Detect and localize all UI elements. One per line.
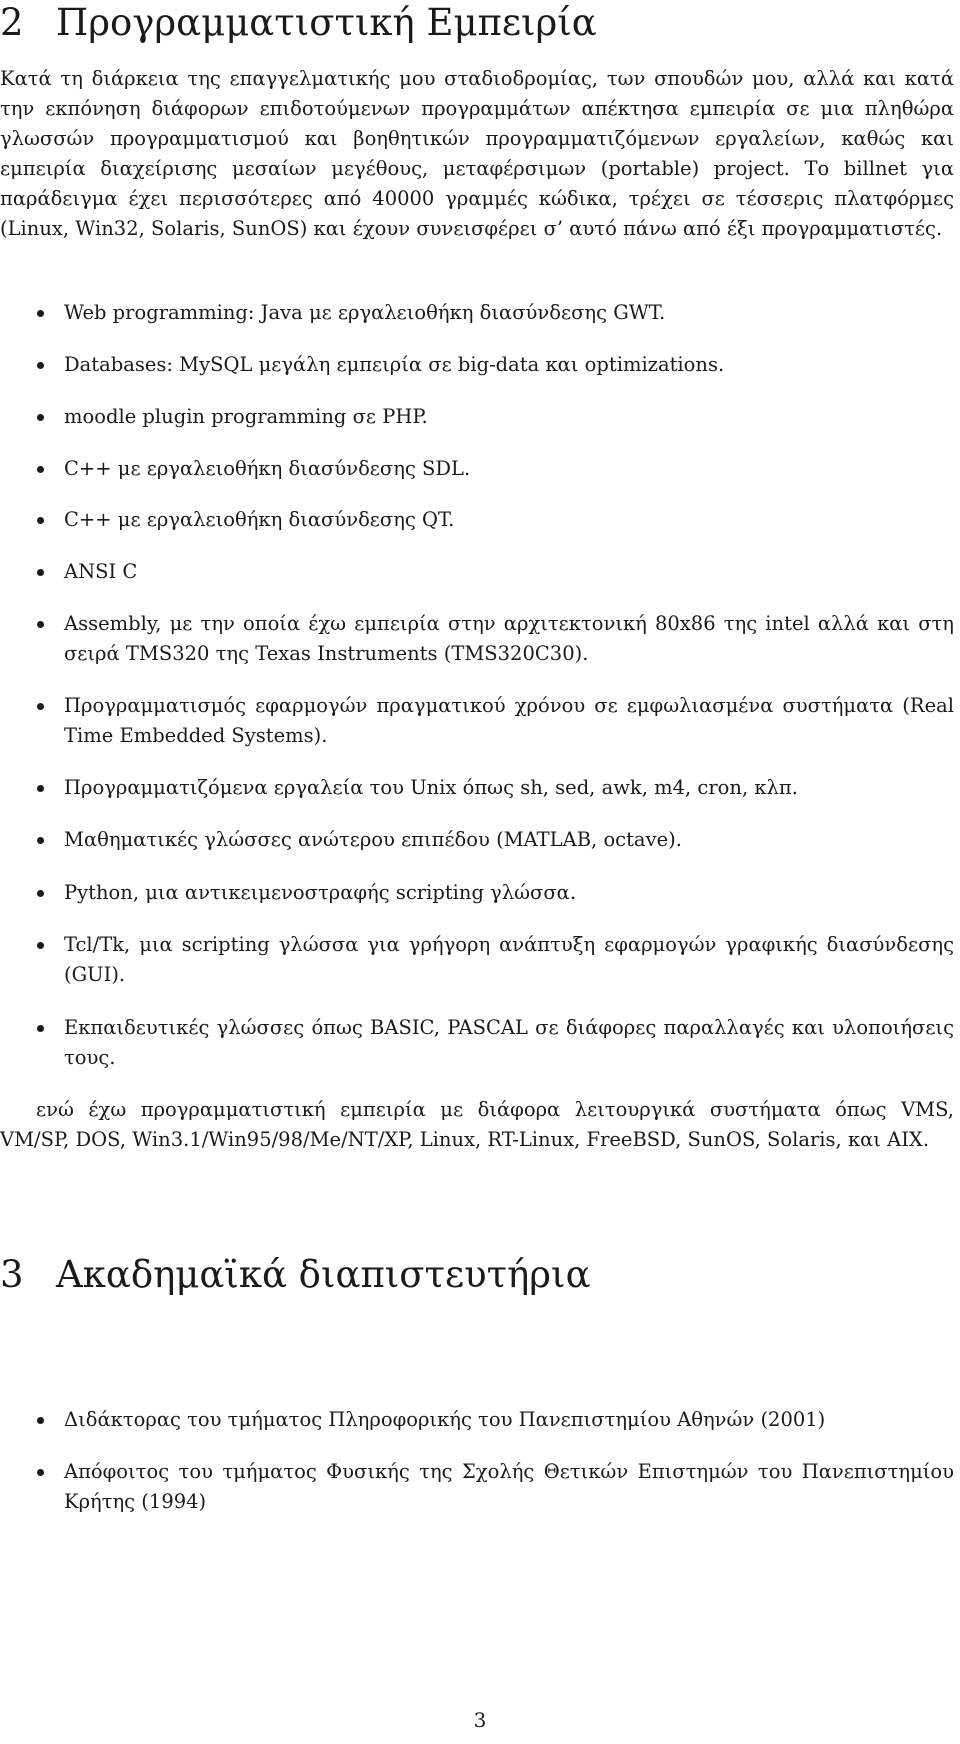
list-item: Μαθηματικές γλώσσες ανώτερου επιπέδου (MATLAB, octave). — [64, 825, 954, 855]
list-item: Tcl/Tk, μια scripting γλώσσα για γρήγορη ανάπτυξη εφαρμογών γραφικής διασύνδεσης (GUI). — [64, 930, 954, 990]
section-3-heading — [0, 1253, 591, 1296]
list-item: Απόφοιτος του τμήματος Φυσικής της Σχολής Θετικών Επιστημών του Πανεπιστημίου Κρήτης (1994) — [64, 1457, 954, 1517]
section-2-heading — [0, 1, 597, 44]
section-title: Προγραμματιστική Εμπειρία — [56, 1, 597, 44]
list-item: C++ με εργαλειοθήκη διασύνδεσης SDL. — [64, 454, 954, 484]
os-experience-paragraph: ενώ έχω προγραμματιστική εμπειρία με διάφορα λειτουργικά συστήματα όπως VMS, VM/SP, DOS, Win3.1/Win95/98/Me/NT/XP, Linux, RT-Linux, FreeBSD, SunOS, Solaris, και AIX. — [0, 1098, 954, 1151]
list-item: Assembly, με την οποία έχω εμπειρία στην αρχιτεκτονική 80x86 της intel αλλά και στη σειρά TMS320 της Texas Instruments (TMS320C30). — [64, 609, 954, 669]
page-number: 3 — [473, 1708, 487, 1732]
list-item: Python, μια αντικειμενοστραφής scripting γλώσσα. — [64, 878, 954, 908]
section-number: 3 — [0, 1253, 24, 1296]
list-item: Προγραμματισμός εφαρμογών πραγματικού χρόνου σε εμφωλιασμένα συστήματα (Real Time Embedded Systems). — [64, 691, 954, 751]
section-number: 2 — [0, 1, 24, 44]
list-item: Web programming: Java με εργαλειοθήκη διασύνδεσης GWT. — [64, 298, 954, 328]
intro-paragraph: Κατά τη διάρκεια της επαγγελματικής μου σταδιοδρομίας, των σπουδών μου, αλλά και κατά την εκπόνηση διάφορων επιδοτούμενων προγραμμάτων απέκτησα εμπειρία σε μια πληθώρα γλωσσών προγραμματισμού και βοηθητικών προγραμματιζόμενων εργαλείων, καθώς και εμπειρία διαχείρισης μεσαίων μεγέθους, μεταφέρσιμων (portable) project. Το billnet για παράδειγμα έχει περισσότερες από 40000 γραμμές κώδικα, τρέχει σε τέσσερις πλατφόρμες (Linux, Win32, Solaris, SunOS) και έχουν συνεισφέρει σ’ αυτό πάνω από έξι προγραμματιστές. — [0, 67, 954, 240]
section-title: Ακαδημαϊκά διαπιστευτήρια — [56, 1253, 591, 1296]
list-item: moodle plugin programming σε PHP. — [64, 402, 954, 432]
list-item: C++ με εργαλειοθήκη διασύνδεσης QT. — [64, 505, 954, 535]
list-item: ANSI C — [64, 557, 954, 587]
list-item: Databases: MySQL μεγάλη εμπειρία σε big-data και optimizations. — [64, 350, 954, 380]
list-item: Εκπαιδευτικές γλώσσες όπως BASIC, PASCAL σε διάφορες παραλλαγές και υλοποιήσεις τους. — [64, 1013, 954, 1073]
list-item: Διδάκτορας του τμήματος Πληροφορικής του Πανεπιστημίου Αθηνών (2001) — [64, 1405, 954, 1435]
list-item: Προγραμματιζόμενα εργαλεία του Unix όπως sh, sed, awk, m4, cron, κλπ. — [64, 773, 954, 803]
